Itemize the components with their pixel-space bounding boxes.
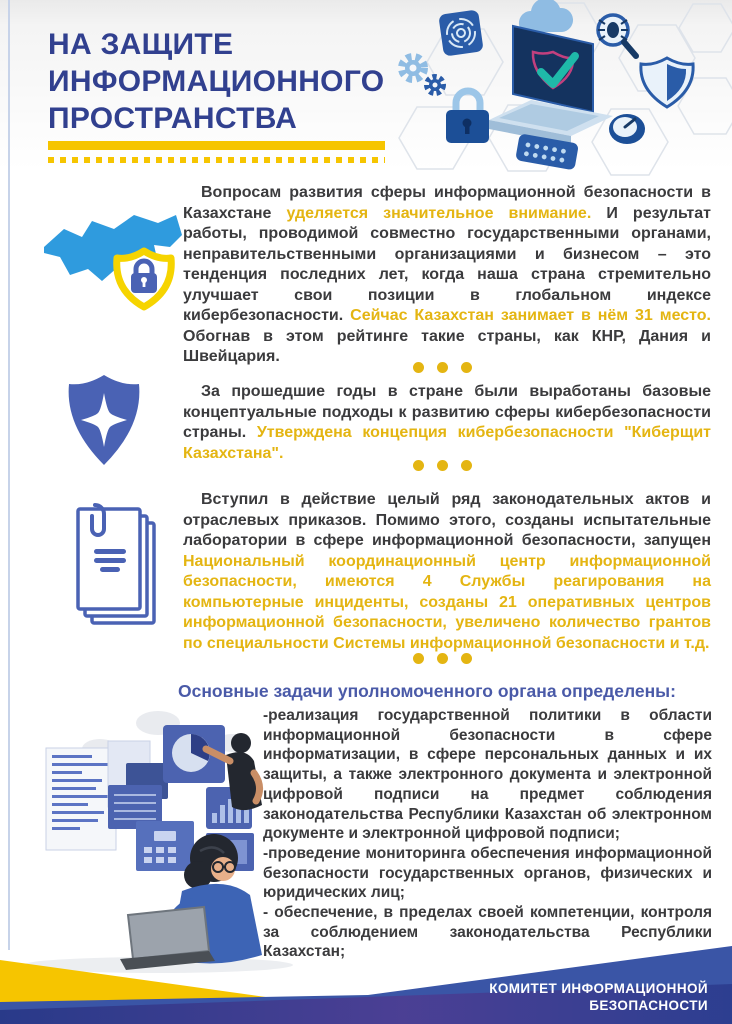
task-item: -проведение мониторинга обеспечения информационной безопасности государственных органов, физических и юридических лиц; bbox=[263, 844, 712, 902]
tasks-heading: Основные задачи уполномоченного органа определены: bbox=[178, 681, 676, 701]
paragraph-legislation bbox=[183, 490, 711, 654]
gauge-icon bbox=[609, 114, 645, 144]
shield-star-icon bbox=[66, 372, 142, 468]
task-item: - обеспечение, в пределах своей компетенции, контроля за соблюдением законодательства Республики Казахстан; bbox=[263, 904, 712, 961]
footer-org-line: КОМИТЕТ ИНФОРМАЦИОННОЙ bbox=[489, 981, 708, 996]
tasks-list bbox=[263, 706, 712, 962]
text-segment: Вступил в действие целый ряд законодательных актов и отраслевых приказов. Помимо этого, созданы испытательные лаборатории в сфере информационной безопасности, запущен bbox=[183, 491, 711, 549]
page-title-line: ПРОСТРАНСТВА bbox=[48, 102, 298, 135]
highlight-segment: Сейчас Казахстан занимает в нём 31 место. bbox=[350, 307, 712, 324]
fingerprint-icon bbox=[438, 9, 483, 56]
paragraph-cybersecurity-index bbox=[183, 183, 711, 368]
page-title-line: НА ЗАЩИТЕ bbox=[48, 28, 234, 61]
text-segment: Вопросам развития сферы информационной безопасности в Казахстане bbox=[183, 184, 711, 222]
text-segment: Обогнав в этом рейтинге такие страны, как КНР, Дания и Швейцария. bbox=[183, 327, 711, 365]
task-item: -реализация государственной политики в области информационной безопасности в сфере информатизации, в сфере персональных данных и их защиты, а также электронного документа и электронной цифровой подписи на предмет соблюдения законодательства Республики Казахстан об электронном документе и электронной цифровой подписи; bbox=[263, 707, 712, 843]
analytics-dashboard-illustration bbox=[8, 693, 308, 973]
laptop-shield-check-icon bbox=[489, 26, 613, 145]
padlock-icon bbox=[446, 91, 489, 143]
text-segment: И результат работы, проводимой совместно государственными органами, неправительственными организациями и бизнесом – это тенденция последних лет, когда наша страна стремительно улучшает свои позиции в глобальном индексе кибербезопасности. bbox=[183, 204, 712, 324]
dots-separator bbox=[413, 653, 472, 664]
documents-stack-icon bbox=[58, 503, 164, 635]
cybersecurity-hero-illustration bbox=[395, 0, 732, 185]
dots-separator bbox=[413, 460, 472, 471]
title-dotted-line bbox=[48, 157, 385, 163]
shield-icon bbox=[641, 58, 693, 107]
title-underline-bar bbox=[48, 141, 385, 150]
footer-org-line: БЕЗОПАСНОСТИ bbox=[589, 998, 708, 1013]
dots-separator bbox=[413, 362, 472, 373]
footer-org-name bbox=[489, 980, 708, 1014]
kazakhstan-map-icon bbox=[30, 195, 192, 345]
paragraph-cyber-shield-concept bbox=[183, 382, 711, 464]
text-segment: За прошедшие годы в стране были выработаны базовые концептуальные подходы к развитию сферы кибербезопасности страны. bbox=[183, 383, 711, 441]
page-title bbox=[48, 26, 384, 137]
highlight-segment: Утверждена концепция кибербезопасности "Киберщит Казахстана". bbox=[183, 424, 711, 462]
highlight-segment: уделяется значительное внимание. bbox=[286, 204, 607, 222]
cloud-icon bbox=[519, 0, 573, 32]
shield-lock-icon bbox=[117, 251, 172, 307]
gear-icon bbox=[402, 57, 443, 93]
page-title-line: ИНФОРМАЦИОННОГО bbox=[48, 65, 385, 98]
bug-search-icon bbox=[598, 15, 636, 56]
highlight-segment: Национальный координационный центр информационной безопасности, имеются 4 Службы реагирования на компьютерные инциденты, созданы 21 оперативных центров информационной безопасности, увеличено количество грантов по специальности Системы информационной безопасности и т.д. bbox=[183, 552, 711, 652]
